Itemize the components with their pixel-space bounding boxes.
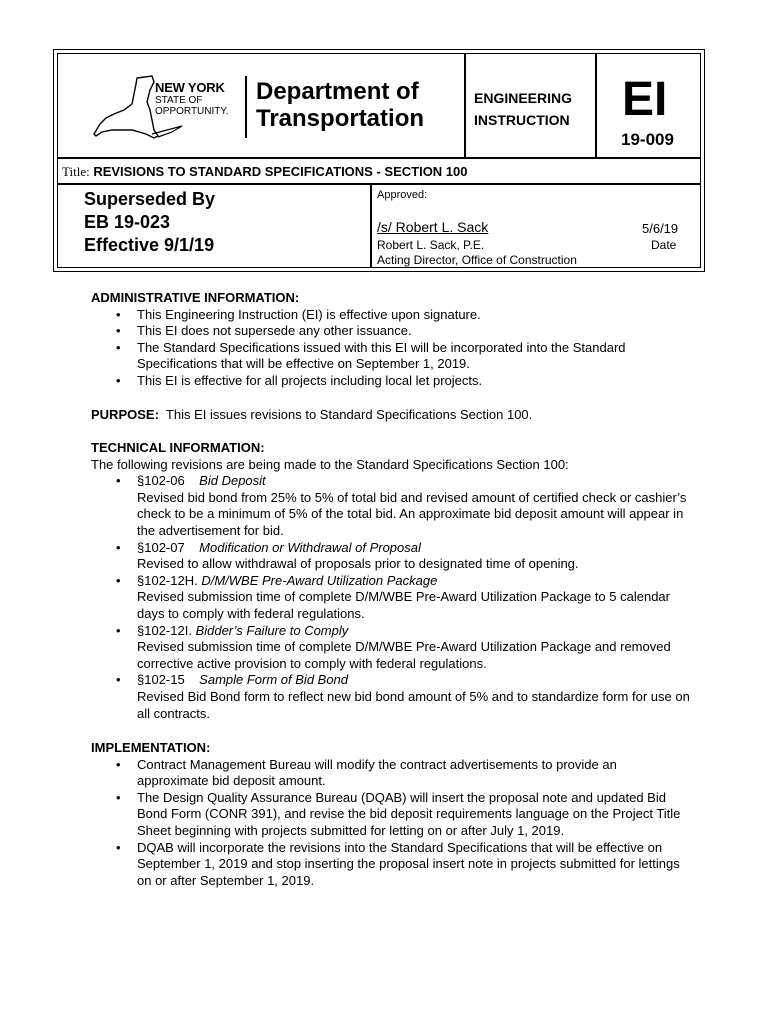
department-name: Department of xyxy=(256,78,419,105)
signature: /s/ Robert L. Sack xyxy=(377,219,489,235)
list-item: • This EI is effective for all projects including local let projects. xyxy=(116,372,483,388)
superseded-text: EB 19-023 xyxy=(84,212,171,232)
bullet-icon: • xyxy=(116,572,121,588)
bullet-icon: • xyxy=(116,756,121,772)
list-item: • The Design Quality Assurance Bureau (DQAB) will insert the proposal note and updated Bid Bond Form (CONR 391), and revise the bid deposit requirements language on the Project Title Sheet beginning with projects submitted for letting on or after July 1, 2019. xyxy=(116,789,681,838)
purpose-heading: PURPOSE: xyxy=(91,407,159,422)
divider xyxy=(57,183,701,185)
logo-divider xyxy=(245,76,247,138)
logo-text: STATE OF xyxy=(155,95,203,106)
bullet-icon: • xyxy=(116,306,121,322)
bullet-icon: • xyxy=(116,789,121,805)
list-item: • §102-12H. D/M/WBE Pre-Award Utilization Package Revised submission time of complete D/M/WBE Pre-Award Utilization Package to 5 calendar days to comply with federal regulations. xyxy=(116,572,670,621)
divider xyxy=(595,53,597,157)
implementation-heading: IMPLEMENTATION: xyxy=(91,740,211,755)
list-item: • DQAB will incorporate the revisions into the Standard Specifications that will be effective on September 1, 2019 and stop inserting the proposal insert note in projects submitted for lettings on or after September 1, 2019. xyxy=(116,839,680,888)
bullet-icon: • xyxy=(116,473,121,489)
signer-name: Robert L. Sack, P.E. xyxy=(377,238,485,252)
bullet-icon: • xyxy=(116,539,121,555)
list-item: • The Standard Specifications issued with this EI will be incorporated into the Standard Specifications that will be effective on September 1, 2019. xyxy=(116,339,626,372)
bullet-icon: • xyxy=(116,339,121,355)
technical-section xyxy=(91,440,691,722)
department-name: Transportation xyxy=(256,105,425,132)
implementation-section xyxy=(91,740,691,889)
divider xyxy=(57,157,701,159)
divider xyxy=(464,53,466,157)
doc-type: INSTRUCTION xyxy=(474,112,570,128)
divider xyxy=(370,183,372,268)
list-item: • §102-06 Bid Deposit Revised bid bond from 25% to 5% of total bid and revised amount of certified check or cashier’s check to be a minimum of 5% of the total bid. An approximate bid deposit amount will appear in the advertisement for bid. xyxy=(116,473,687,538)
technical-heading: TECHNICAL INFORMATION: xyxy=(91,440,265,455)
bullet-icon: • xyxy=(116,672,121,688)
admin-section xyxy=(91,290,691,390)
doc-type: ENGINEERING xyxy=(474,90,573,106)
bullet-icon: • xyxy=(116,372,121,388)
superseded-text: Effective 9/1/19 xyxy=(84,235,215,255)
superseded-text: Superseded By xyxy=(84,189,216,209)
list-item: • This Engineering Instruction (EI) is effective upon signature. xyxy=(116,306,481,322)
list-item: • This EI does not supersede any other issuance. xyxy=(116,323,412,339)
purpose-text: This EI issues revisions to Standard Specifications Section 100. xyxy=(165,407,533,422)
doc-code: EI xyxy=(622,73,668,126)
list-item: • Contract Management Bureau will modify the contract advertisements to provide an approximate bid deposit amount. xyxy=(116,756,617,789)
title-label: Title: xyxy=(62,164,90,179)
doc-number: 19-009 xyxy=(621,130,674,149)
bullet-icon: • xyxy=(116,622,121,638)
list-item: • §102-07 Modification or Withdrawal of Proposal Revised to allow withdrawal of proposals prior to designated time of opening. xyxy=(116,539,579,572)
approved-label: Approved: xyxy=(377,189,428,201)
title-value: REVISIONS TO STANDARD SPECIFICATIONS - SECTION 100 xyxy=(93,164,468,179)
admin-heading: ADMINISTRATIVE INFORMATION: xyxy=(91,290,300,305)
logo-text: OPPORTUNITY. xyxy=(155,106,229,117)
date-value: 5/6/19 xyxy=(642,221,679,236)
signer-title: Acting Director, Office of Construction xyxy=(377,253,577,267)
technical-intro: The following revisions are being made to the Standard Specifications Section 100: xyxy=(91,456,569,472)
title-row xyxy=(62,164,468,180)
bullet-icon: • xyxy=(116,323,121,339)
bullet-icon: • xyxy=(116,839,121,855)
date-label: Date xyxy=(651,238,677,252)
purpose-section xyxy=(91,407,691,424)
logo-text: NEW YORK xyxy=(155,80,225,95)
list-item: • §102-12I. Bidder’s Failure to Comply Revised submission time of complete D/M/WBE Pre-Award Utilization Package and removed corrective active provision to comply with federal regulations. xyxy=(116,622,671,671)
list-item: • §102-15 Sample Form of Bid Bond Revised Bid Bond form to reflect new bid bond amount of 5% and to standardize form for use on all contracts. xyxy=(116,672,690,721)
